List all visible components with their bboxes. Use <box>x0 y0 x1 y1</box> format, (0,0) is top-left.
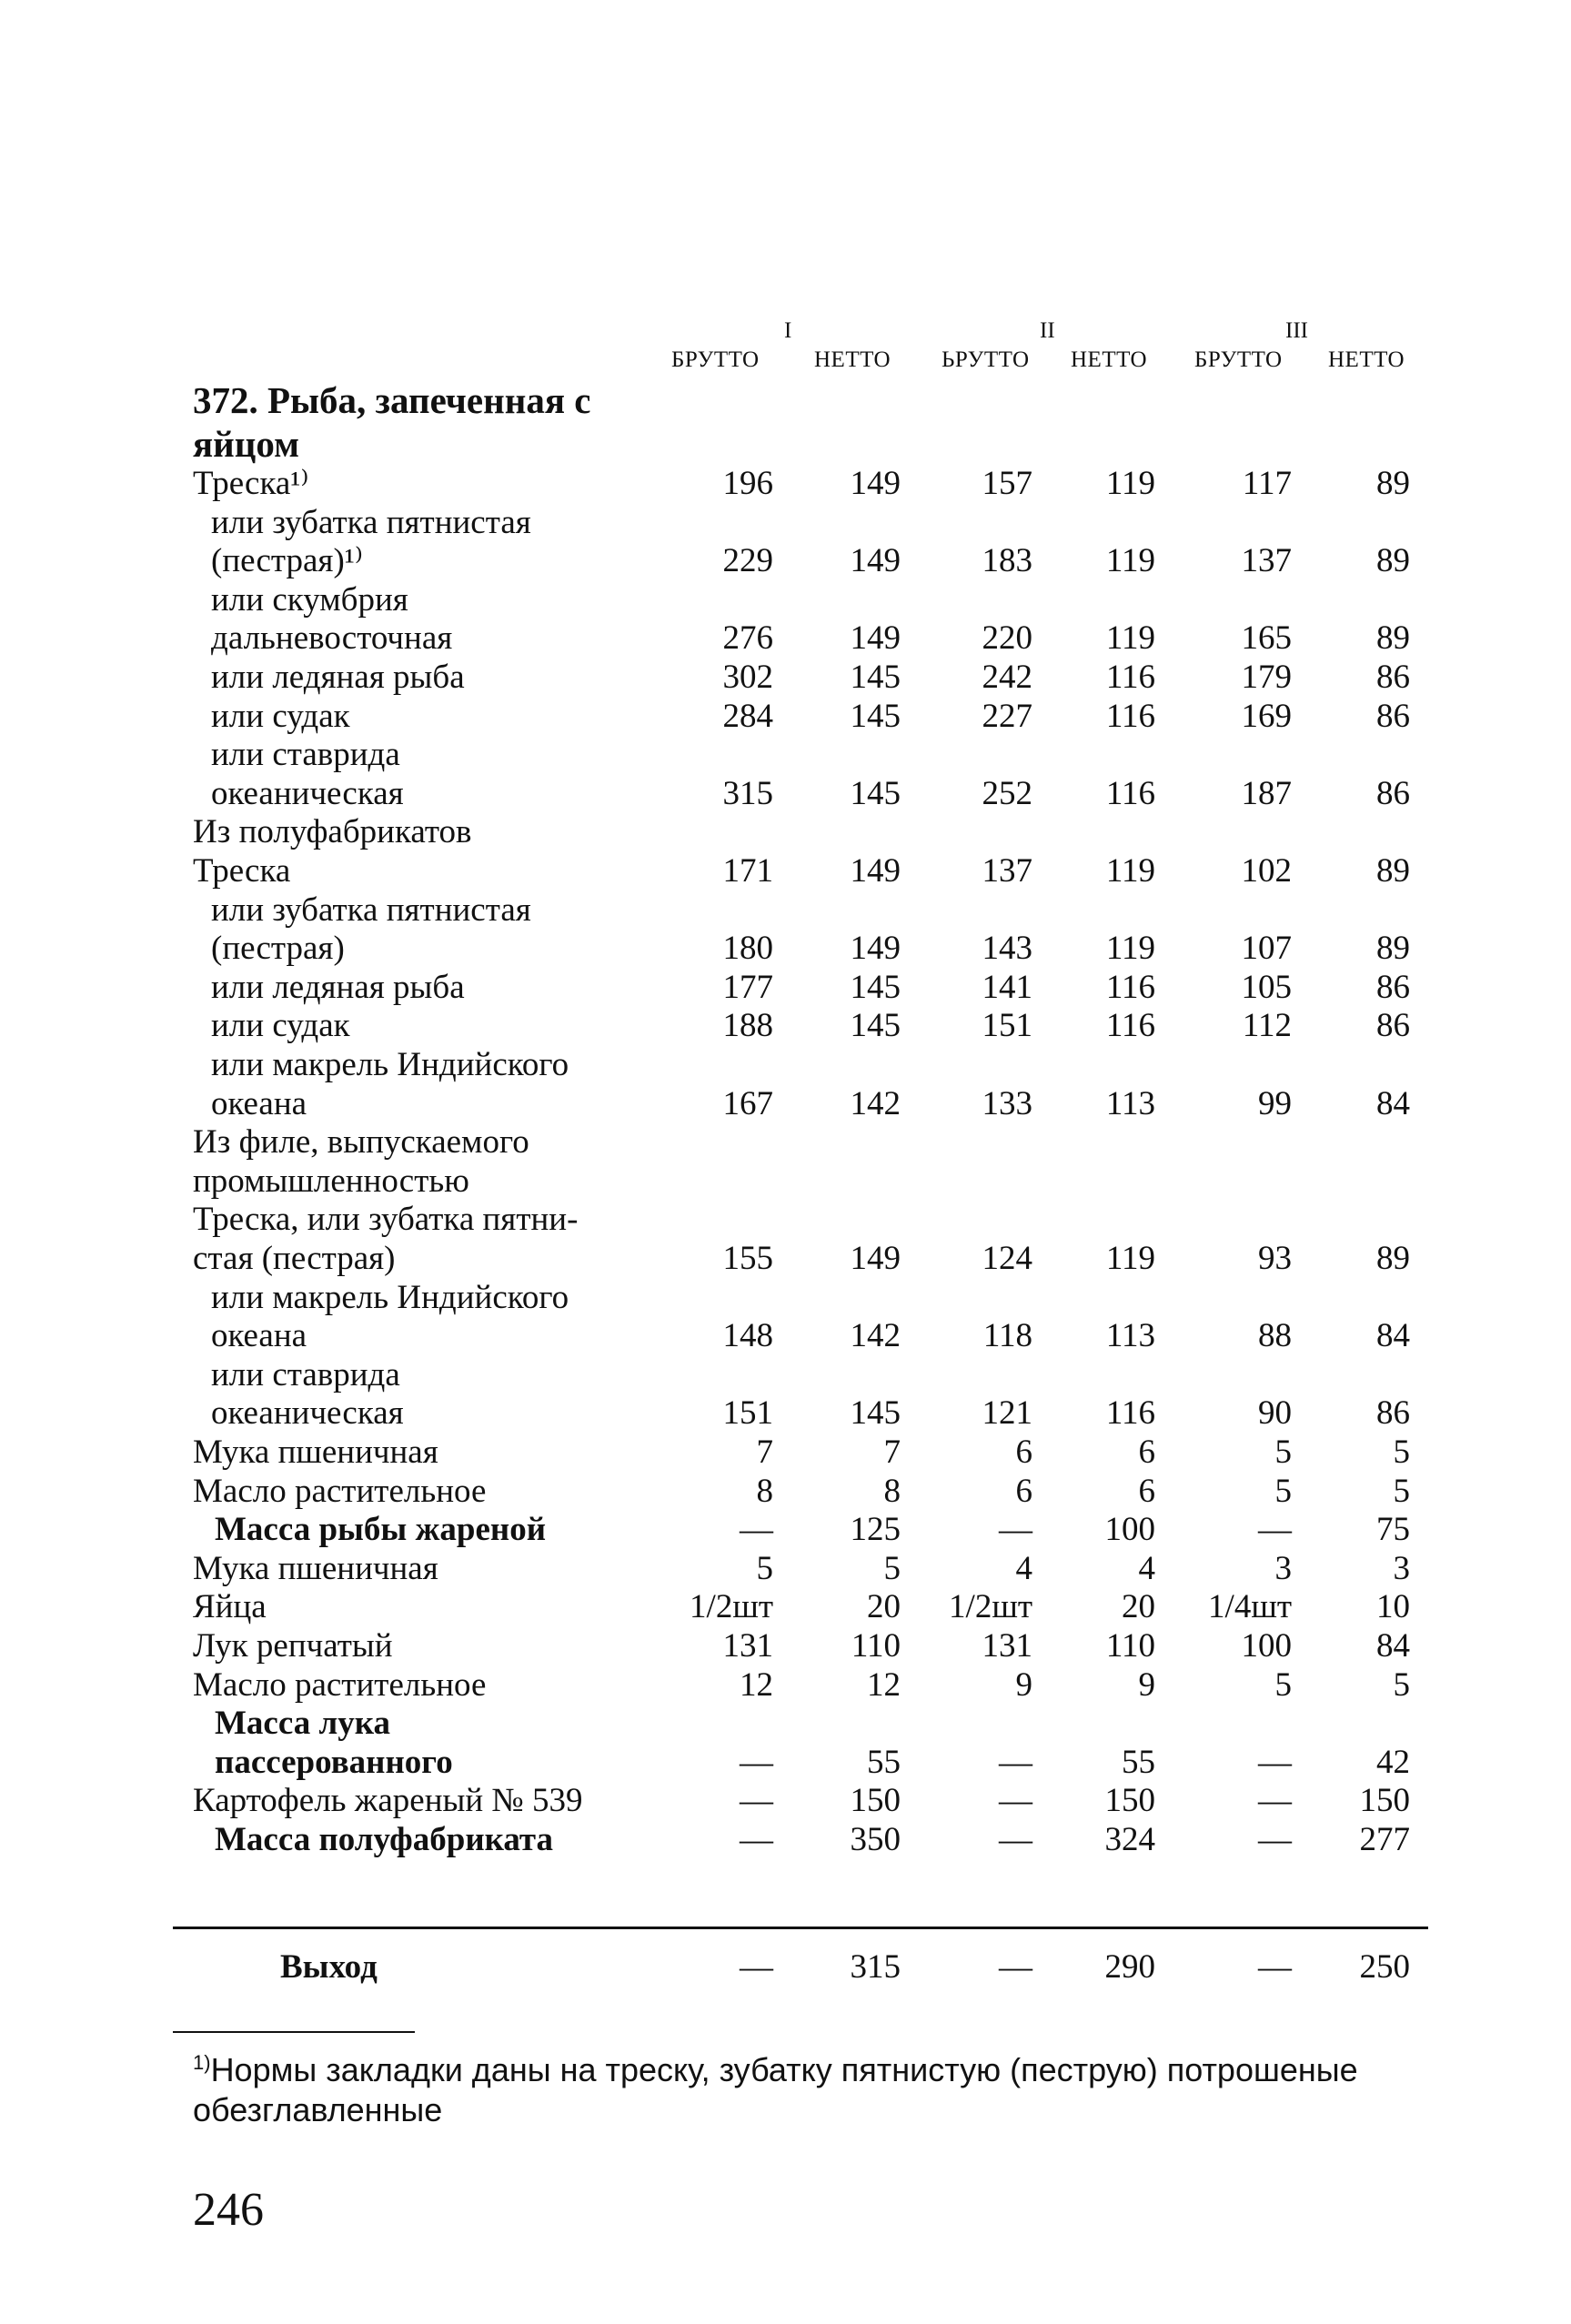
ingredient-value: 1/2шт <box>690 1588 773 1625</box>
ingredient-value: 99 <box>1258 1085 1292 1122</box>
table-row <box>0 774 1571 813</box>
ingredient-label: Мука пшеничная <box>193 1550 438 1587</box>
ingredient-value: 145 <box>850 659 901 696</box>
ingredient-value: 302 <box>722 659 773 696</box>
table-row <box>0 1200 1571 1239</box>
ingredient-value: 1/4шт <box>1208 1588 1292 1625</box>
table-row <box>0 968 1571 1007</box>
ingredient-value: 90 <box>1258 1394 1292 1432</box>
ingredient-value: 116 <box>1105 1007 1155 1044</box>
table-row <box>0 1045 1571 1084</box>
output-label: Выход <box>280 1948 378 1986</box>
ingredient-value: 149 <box>850 465 901 502</box>
ingredient-value: 3 <box>1274 1550 1292 1587</box>
table-row <box>0 1084 1571 1123</box>
ingredient-value: 149 <box>850 542 901 579</box>
ingredient-label: океаническая <box>211 1394 404 1432</box>
output-value: 290 <box>1104 1948 1155 1986</box>
table-row <box>0 1665 1571 1705</box>
ingredient-value: 252 <box>982 775 1032 812</box>
ingredient-label: Масса рыбы жареной <box>215 1511 547 1548</box>
ingredient-label: или скумбрия <box>211 581 408 619</box>
ingredient-value: 220 <box>982 619 1032 657</box>
table-row <box>0 580 1571 619</box>
ingredient-value: 107 <box>1241 930 1292 967</box>
ingredient-value: 7 <box>756 1434 773 1471</box>
output-value: — <box>999 1948 1032 1986</box>
table-row <box>0 464 1571 503</box>
column-header-brutto-1: БРУТТО <box>671 347 760 372</box>
column-header-netto-1: НЕТТО <box>814 347 891 372</box>
table-row <box>0 1781 1571 1820</box>
ingredient-value: 133 <box>982 1085 1032 1122</box>
column-header-brutto-3: БРУТТО <box>1194 347 1283 372</box>
ingredient-value: 8 <box>756 1473 773 1510</box>
ingredient-label: Из филе, выпускаемого <box>193 1123 529 1161</box>
ingredient-value: 84 <box>1376 1627 1410 1665</box>
output-value: — <box>1258 1948 1292 1986</box>
table-row <box>0 1433 1571 1472</box>
ingredient-label: или судак <box>211 698 350 735</box>
ingredient-value: 229 <box>722 542 773 579</box>
group-header-2: II <box>1040 318 1055 343</box>
ingredient-value: 150 <box>1104 1782 1155 1819</box>
output-value: 250 <box>1359 1948 1410 1986</box>
ingredient-value: 142 <box>850 1317 901 1354</box>
ingredient-label: Лук репчатый <box>193 1627 393 1665</box>
table-row <box>0 735 1571 774</box>
ingredient-label: дальневосточная <box>211 619 453 657</box>
ingredient-value: 118 <box>982 1317 1032 1354</box>
ingredient-value: 4 <box>1015 1550 1032 1587</box>
ingredient-value: 86 <box>1376 698 1410 735</box>
ingredient-value: — <box>1258 1782 1292 1819</box>
ingredient-value: 124 <box>982 1240 1032 1277</box>
table-row <box>0 1549 1571 1588</box>
ingredient-value: 142 <box>850 1085 901 1122</box>
ingredient-label: или судак <box>211 1007 350 1044</box>
ingredient-value: — <box>1258 1511 1292 1548</box>
ingredient-value: 131 <box>722 1627 773 1665</box>
ingredient-value: — <box>740 1511 773 1548</box>
ingredient-value: 196 <box>722 465 773 502</box>
ingredient-value: 137 <box>1241 542 1292 579</box>
ingredient-value: 242 <box>982 659 1032 696</box>
ingredient-label: Треска <box>193 852 291 890</box>
column-header-netto-2: НЕТТО <box>1071 347 1148 372</box>
ingredient-value: 155 <box>722 1240 773 1277</box>
ingredient-value: 86 <box>1376 1394 1410 1432</box>
ingredient-value: — <box>999 1821 1032 1858</box>
ingredient-label: пассерованного <box>215 1744 453 1781</box>
ingredient-value: 89 <box>1376 1240 1410 1277</box>
ingredient-label: стая (пестрая) <box>193 1240 396 1277</box>
ingredient-value: 116 <box>1105 1394 1155 1432</box>
ingredient-value: 157 <box>982 465 1032 502</box>
ingredient-label: океана <box>211 1317 307 1354</box>
ingredient-value: 5 <box>756 1550 773 1587</box>
page-number: 246 <box>193 2184 264 2236</box>
recipe-title-line2: яйцом <box>193 423 300 465</box>
ingredient-value: 119 <box>1105 465 1155 502</box>
ingredient-value: 55 <box>867 1744 901 1781</box>
ingredient-label: Масло растительное <box>193 1666 487 1704</box>
group-header-3: III <box>1285 318 1308 343</box>
output-value: 315 <box>850 1948 901 1986</box>
ingredient-value: 3 <box>1393 1550 1410 1587</box>
ingredient-value: 89 <box>1376 930 1410 967</box>
table-row <box>0 697 1571 736</box>
ingredient-label: или ледяная рыба <box>211 969 465 1006</box>
footnote-rule <box>173 2031 415 2033</box>
ingredient-value: 5 <box>1274 1473 1292 1510</box>
column-header-brutto-2: ЬРУТТО <box>942 347 1030 372</box>
ingredient-value: 89 <box>1376 542 1410 579</box>
ingredient-value: 75 <box>1376 1511 1410 1548</box>
ingredient-value: — <box>999 1511 1032 1548</box>
table-row <box>0 1006 1571 1045</box>
table-row <box>0 541 1571 580</box>
ingredient-label: Из полуфабрикатов <box>193 813 472 850</box>
ingredient-value: 88 <box>1258 1317 1292 1354</box>
ingredient-value: 110 <box>1105 1627 1155 1665</box>
ingredient-label: Мука пшеничная <box>193 1434 438 1471</box>
ingredient-value: 5 <box>1393 1473 1410 1510</box>
ingredient-value: 112 <box>1242 1007 1292 1044</box>
ingredient-label: (пестрая) <box>211 930 345 967</box>
ingredient-value: 149 <box>850 1240 901 1277</box>
table-row <box>0 1316 1571 1355</box>
ingredient-value: 149 <box>850 852 901 890</box>
ingredient-label: Масса полуфабриката <box>215 1821 554 1858</box>
ingredient-value: 102 <box>1241 852 1292 890</box>
ingredient-value: 110 <box>851 1627 901 1665</box>
ingredient-value: 86 <box>1376 1007 1410 1044</box>
ingredient-value: 119 <box>1105 619 1155 657</box>
ingredient-label: Картофель жареный № 539 <box>193 1782 583 1819</box>
ingredient-value: — <box>740 1744 773 1781</box>
ingredient-value: 149 <box>850 619 901 657</box>
ingredient-label: или ставрида <box>211 736 400 773</box>
ingredient-label: Яйца <box>193 1588 267 1625</box>
table-bottom-rule <box>173 1927 1428 1929</box>
ingredient-value: 113 <box>1105 1085 1155 1122</box>
ingredient-value: 93 <box>1258 1240 1292 1277</box>
table-row <box>0 1472 1571 1511</box>
ingredient-value: 183 <box>982 542 1032 579</box>
ingredient-value: — <box>999 1782 1032 1819</box>
table-row <box>0 1626 1571 1665</box>
ingredient-value: 227 <box>982 698 1032 735</box>
ingredient-value: 187 <box>1241 775 1292 812</box>
ingredient-label: промышленностью <box>193 1162 469 1200</box>
ingredient-label: Масса лука <box>215 1705 390 1742</box>
ingredient-label: океана <box>211 1085 307 1122</box>
table-row <box>0 658 1571 697</box>
ingredient-value: 151 <box>982 1007 1032 1044</box>
ingredient-value: 169 <box>1241 698 1292 735</box>
ingredient-value: 116 <box>1105 775 1155 812</box>
ingredient-value: 116 <box>1105 698 1155 735</box>
ingredient-label: Треска, или зубатка пятни- <box>193 1201 579 1238</box>
ingredient-value: 105 <box>1241 969 1292 1006</box>
ingredient-value: 137 <box>982 852 1032 890</box>
ingredient-value: 150 <box>850 1782 901 1819</box>
ingredient-value: 10 <box>1376 1588 1410 1625</box>
recipe-title-line1: 372. Рыба, запеченная с <box>193 379 591 421</box>
ingredient-value: 165 <box>1241 619 1292 657</box>
ingredient-value: 125 <box>850 1511 901 1548</box>
ingredient-value: 4 <box>1138 1550 1155 1587</box>
ingredient-value: 145 <box>850 969 901 1006</box>
table-row <box>0 1355 1571 1394</box>
ingredient-value: 119 <box>1105 930 1155 967</box>
column-header-netto-3: НЕТТО <box>1328 347 1405 372</box>
ingredient-value: 84 <box>1376 1317 1410 1354</box>
ingredient-value: 89 <box>1376 465 1410 502</box>
table-row <box>0 1393 1571 1433</box>
table-row <box>0 1743 1571 1782</box>
ingredient-value: 145 <box>850 698 901 735</box>
ingredient-value: 145 <box>850 775 901 812</box>
ingredient-value: 145 <box>850 1394 901 1432</box>
ingredient-value: 171 <box>722 852 773 890</box>
ingredient-value: 6 <box>1015 1434 1032 1471</box>
ingredient-value: 141 <box>982 969 1032 1006</box>
ingredient-value: — <box>1258 1821 1292 1858</box>
ingredient-value: 148 <box>722 1317 773 1354</box>
table-row <box>0 1122 1571 1162</box>
ingredient-label: или зубатка пятнистая <box>211 891 531 929</box>
ingredient-value: 5 <box>1393 1434 1410 1471</box>
ingredient-value: 6 <box>1138 1473 1155 1510</box>
ingredient-value: 167 <box>722 1085 773 1122</box>
output-value: — <box>740 1948 773 1986</box>
ingredient-value: 119 <box>1105 852 1155 890</box>
ingredient-value: 177 <box>722 969 773 1006</box>
ingredient-label: или ледяная рыба <box>211 659 465 696</box>
group-header-1: I <box>784 318 792 343</box>
ingredient-value: 89 <box>1376 852 1410 890</box>
ingredient-value: 315 <box>722 775 773 812</box>
table-row <box>0 1278 1571 1317</box>
table-row <box>0 890 1571 930</box>
table-row <box>0 1704 1571 1743</box>
ingredient-value: 143 <box>982 930 1032 967</box>
ingredient-label: (пестрая)¹⁾ <box>211 542 363 579</box>
ingredient-value: 5 <box>1274 1666 1292 1704</box>
table-row <box>0 851 1571 890</box>
ingredient-value: 119 <box>1105 542 1155 579</box>
ingredient-value: 276 <box>722 619 773 657</box>
ingredient-value: 117 <box>1242 465 1292 502</box>
ingredient-value: 9 <box>1015 1666 1032 1704</box>
ingredient-value: 131 <box>982 1627 1032 1665</box>
ingredient-value: 100 <box>1241 1627 1292 1665</box>
ingredient-value: 113 <box>1105 1317 1155 1354</box>
table-row <box>0 929 1571 968</box>
ingredient-value: 179 <box>1241 659 1292 696</box>
ingredient-value: 89 <box>1376 619 1410 657</box>
ingredient-value: 86 <box>1376 969 1410 1006</box>
table-row <box>0 1587 1571 1626</box>
ingredient-value: 7 <box>883 1434 901 1471</box>
footnote <box>193 2043 1421 2130</box>
output-row <box>0 1947 1571 1987</box>
ingredient-value: 150 <box>1359 1782 1410 1819</box>
footnote-text: Нормы закладки даны на треску, зубатку пятнистую (пеструю) потрошеные обезглавленные <box>193 2051 1358 2128</box>
ingredient-label: океаническая <box>211 775 404 812</box>
ingredient-label: или макрель Индийского <box>211 1046 569 1083</box>
ingredient-value: — <box>740 1782 773 1819</box>
ingredient-value: 5 <box>1274 1434 1292 1471</box>
footnote-marker: 1) <box>193 2051 211 2074</box>
ingredient-value: 116 <box>1105 659 1155 696</box>
ingredient-value: 8 <box>883 1473 901 1510</box>
ingredient-value: 12 <box>867 1666 901 1704</box>
table-row <box>0 812 1571 851</box>
ingredient-value: 180 <box>722 930 773 967</box>
ingredient-value: 86 <box>1376 775 1410 812</box>
ingredient-value: 149 <box>850 930 901 967</box>
ingredient-value: 277 <box>1359 1821 1410 1858</box>
ingredient-label: или зубатка пятнистая <box>211 504 531 541</box>
ingredient-value: 6 <box>1138 1434 1155 1471</box>
table-row <box>0 1239 1571 1278</box>
ingredient-value: — <box>1258 1744 1292 1781</box>
ingredient-label: Масло растительное <box>193 1473 487 1510</box>
ingredient-value: — <box>999 1744 1032 1781</box>
table-row <box>0 503 1571 542</box>
ingredient-value: 151 <box>722 1394 773 1432</box>
ingredient-value: 116 <box>1105 969 1155 1006</box>
ingredient-value: 188 <box>722 1007 773 1044</box>
ingredient-value: 20 <box>867 1588 901 1625</box>
ingredient-label: или макрель Индийского <box>211 1279 569 1316</box>
ingredient-value: 55 <box>1122 1744 1155 1781</box>
ingredient-value: 9 <box>1138 1666 1155 1704</box>
ingredient-value: 284 <box>722 698 773 735</box>
ingredient-value: 42 <box>1376 1744 1410 1781</box>
ingredient-value: 5 <box>1393 1666 1410 1704</box>
ingredient-value: 350 <box>850 1821 901 1858</box>
ingredient-value: 1/2шт <box>949 1588 1032 1625</box>
table-row <box>0 1820 1571 1859</box>
table-row <box>0 1510 1571 1549</box>
ingredient-value: 12 <box>740 1666 773 1704</box>
ingredient-value: 145 <box>850 1007 901 1044</box>
ingredient-label: или ставрида <box>211 1356 400 1393</box>
ingredient-value: 5 <box>883 1550 901 1587</box>
table-row <box>0 1162 1571 1201</box>
ingredient-value: 324 <box>1104 1821 1155 1858</box>
ingredient-value: 20 <box>1122 1588 1155 1625</box>
ingredient-value: 6 <box>1015 1473 1032 1510</box>
ingredient-value: 100 <box>1104 1511 1155 1548</box>
ingredient-value: 121 <box>982 1394 1032 1432</box>
ingredient-value: 86 <box>1376 659 1410 696</box>
table-row <box>0 619 1571 658</box>
ingredient-label: Треска¹⁾ <box>193 465 309 502</box>
ingredient-value: — <box>740 1821 773 1858</box>
ingredient-value: 84 <box>1376 1085 1410 1122</box>
ingredient-value: 119 <box>1105 1240 1155 1277</box>
